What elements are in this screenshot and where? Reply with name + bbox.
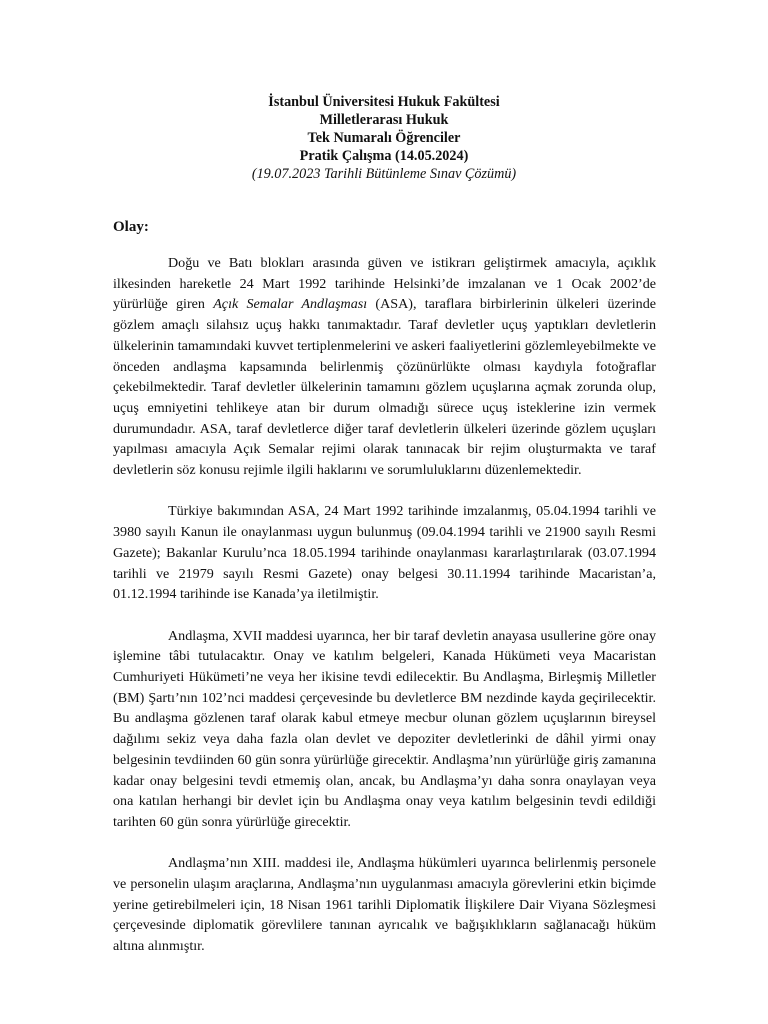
student-group-title: Tek Numaralı Öğrenciler [307, 130, 461, 146]
practice-session-title: Pratik Çalışma (14.05.2024) [299, 148, 469, 164]
paragraph-4: Andlaşma’nın XIII. maddesi ile, Andlaşma hükümleri uyarınca belirlenmiş personele ve personelin ulaşım araçlarına, Andlaşma’nın uygulanması amacıyla görevlerini etkin biçimde yerine getirebilmeleri için, 18 Nisan 1961 tarihli Diplomatik İlişkilere Dair Viyana Sözleşmesi çerçevesinde diplomatik görevlilere tanınan ayrıcalık ve bağışıklıkların sağlanacağı hüküm altına alınmıştır. [113, 855, 656, 955]
course-title: Milletlerarası Hukuk [319, 112, 449, 128]
paragraph-3: Andlaşma, XVII maddesi uyarınca, her bir taraf devletin anayasa usullerine göre onay işlemine tâbi tutulacaktır. Onay ve katılım belgeleri, Kanada Hükümeti veya Macaristan Cumhuriyeti Hükümeti’ne veya her ikisine tevdi edilecektir. Bu Andlaşma, Birleşmiş Milletler (BM) Şartı’nın 102’nci maddesi çerçevesinde bu devletlerce BM nezdinde kayda geçirilecektir. Bu andlaşma gözlenen taraf olarak kabul etmeye mecbur olunan gözlem uçuşlarının bireysel dağılımı sekiz veya daha fazla olan devlet ve depoziter devletlerinki de dâhil yirmi onay belgesinin tevdiinden 60 gün sonra yürürlüğe girecektir. Andlaşma’nın yürürlüğe giriş zamanına kadar onay belgesini tevdi etmemiş olan, ancak, bu Andlaşma’yı daha sonra onaylayan veya ona katılan herhangi bir devlet için bu Andlaşma onay veya katılım belgesinin tevdi edildiği tarihten 60 gün sonra yürürlüğe girecektir. [113, 627, 656, 830]
paragraph-1-text-end: (ASA), taraflara birbirlerinin ülkeleri üzerinde gözlem amaçlı silahsız uçuş hakkı tanımaktadır. Taraf devletler uçuş yaptıkları devletlerin ülkelerinin tamamındaki kuvvet tertiplenmelerini ve askeri faaliyetlerini gözlemleyebilmekte ve önceden andlaşma kapsamında belirlenmiş çözünürlükte olması kaydıyla fotoğraflar çekebilmektedir. Taraf devletler ülkelerinin tamamını gözlem uçuşlarına açmak zorunda olup, uçuş emniyetini tehlikeye atan bir durum olmadığı sürece uçuş isteklerine izin vermek durumundadır. ASA, taraf devletlerce diğer taraf devletlerin ülkeleri üzerinde gözlem uçuşları yapılması amacıyla Açık Semalar rejimi olarak tanınacak bir rejim oluşturmakta ve taraf devletlerin söz konusu rejimle ilgili haklarını ve sorumluluklarını düzenlemektedir. [113, 296, 656, 479]
exam-subtitle: (19.07.2023 Tarihli Bütünleme Sınav Çözümü) [251, 166, 517, 182]
paragraph-2: Türkiye bakımından ASA, 24 Mart 1992 tarihinde imzalanmış, 05.04.1994 tarihli ve 3980 sayılı Kanun ile onaylanması uygun bulunmuş (09.04.1994 tarihli ve 21900 sayılı Resmi Gazete); Bakanlar Kurulu’nca 18.05.1994 tarihinde onaylanması kararlaştırılarak (03.07.1994 tarihli ve 21979 sayılı Resmi Gazete) onay belgesi 30.11.1994 tarihinde Macaristan’a, 01.12.1994 tarihinde ise Kanada’ya iletilmiştir. [113, 503, 656, 603]
section-heading: Olay: [113, 219, 149, 235]
paragraph-1 [113, 253, 656, 481]
document-header [0, 93, 768, 183]
treaty-name-italic: Açık Semalar Andlaşması [213, 296, 368, 313]
document-body [113, 253, 656, 978]
university-faculty-title: İstanbul Üniversitesi Hukuk Fakültesi [268, 94, 500, 110]
paragraph-1-text-start: Doğu ve Batı blokları arasında güven ve istikrarı geliştirmek amacıyla, açıklık ilkesinden hareketle 24 Mart 1992 tarihinde Helsinki’de imzalanan ve 1 Ocak 2002’de yürürlüğe giren [113, 255, 656, 313]
